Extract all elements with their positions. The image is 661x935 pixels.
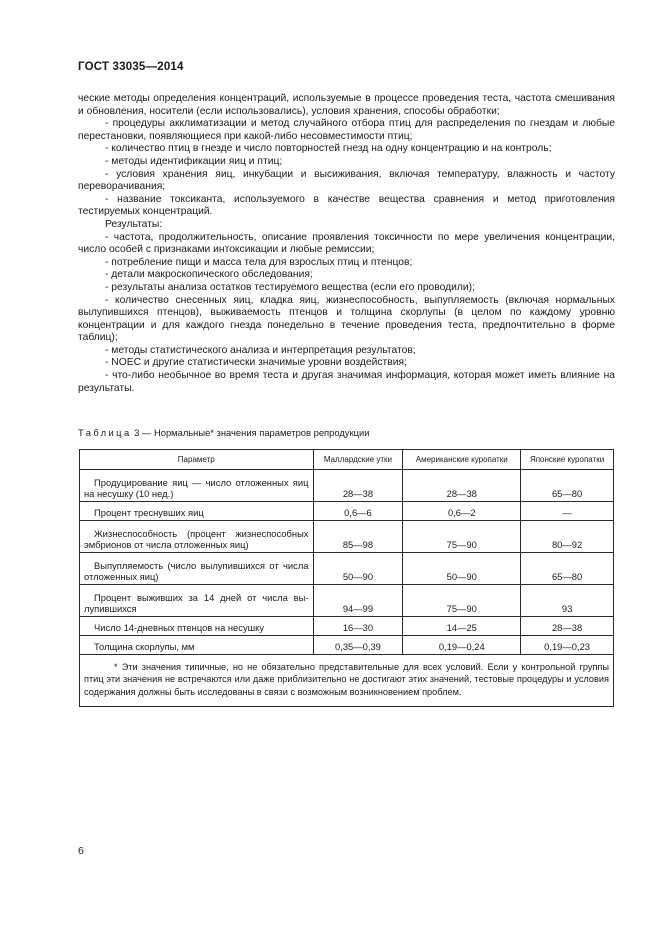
japanese-quail-value: — [521,502,614,521]
mallard-value: 28—38 [313,470,403,502]
paragraph: - методы статистического анализа и интерпретация результатов; [105,344,416,356]
mallard-value: 94—99 [313,585,403,617]
body-text [78,93,615,395]
bobwhite-value: 0,19—0,24 [403,636,521,655]
paragraph: - название токсиканта, используемого в качестве вещества сравнения и метод приготовления тестируемых концентраций. [78,193,615,218]
column-header: Японские куропатки [521,450,614,470]
table-row [80,521,614,553]
table-footnote [80,655,614,707]
japanese-quail-value: 80—92 [521,521,614,553]
table-row [80,553,614,585]
parameter-name: Выпупляемость (число вылупившихся от числа отложенных яиц) [80,553,314,585]
results-heading: Результаты: [105,218,163,230]
bobwhite-value: 28—38 [403,470,521,502]
paragraph: - результаты анализа остатков тестируемого вещества (если его проводили); [105,281,475,293]
paragraph: - детали макроскопического обследования; [105,269,313,281]
japanese-quail-value: 0,19—0,23 [521,636,614,655]
paragraph: - что-либо необычное во время теста и другая значимая информация, которая может иметь влияние на результаты. [78,370,615,394]
page-number: 6 [78,845,84,857]
table-caption-word: Таблица [78,427,132,438]
paragraph: - потребление пищи и масса тела для взрослых птиц и птенцов; [105,256,413,268]
table-header-row [80,450,614,470]
japanese-quail-value: 28—38 [521,617,614,636]
bobwhite-value: 0,6—2 [403,502,521,521]
parameter-name: Процент треснувших яиц [80,502,314,521]
parameter-name: Толщина скорлупы, мм [80,636,314,655]
mallard-value: 85—98 [313,521,403,553]
paragraph: - количество птиц в гнезде и число повторностей гнезд на одну концентрацию и на контроль; [105,143,552,155]
table-row [80,470,614,502]
table-caption [78,427,369,438]
bobwhite-value: 75—90 [403,585,521,617]
paragraph: - NOEC и другие статистически значимые уровни воздействия; [105,357,407,369]
japanese-quail-value: 65—80 [521,470,614,502]
bobwhite-value: 50—90 [403,553,521,585]
japanese-quail-value: 93 [521,585,614,617]
mallard-value: 0,6—6 [313,502,403,521]
column-header: Параметр [80,450,314,470]
parameter-name: Жизнеспособность (процент жизнеспособных эмбрионов от числа отложенных яиц) [80,521,314,553]
mallard-value: 16—30 [313,617,403,636]
paragraph: - процедуры акклиматизации и метод случайного отбора птиц для распределения по гнездам и любые перестановки, появляющиеся при какой-либо несовместимости птиц; [78,118,615,142]
paragraph: - количество снесенных яиц, кладка яиц, жизнеспособность, выпупляемость (включая нормальных вылупившихся птенцов), выживаемость птенцов и толщина скорлупы (в целом по каждому уровню концентрации и для каждого гнезда понедельно в течение проведения теста, предпочтительно в форме таблиц); [78,294,615,344]
table-row [80,617,614,636]
table-row [80,636,614,655]
paragraph: - частота, продолжительность, описание проявления токсичности по мере увеличения концентрации, число особей с признаками интоксикации и любые ремиссии; [78,231,615,256]
parameters-table [79,449,614,707]
mallard-value: 50—90 [313,553,403,585]
footnote-text: * Эти значения типичные, но не обязательно представительные для всех условий. Если у контрольной группы птиц эти значения не встречаются или даже приблизительно не достигают этих значений, тестовые процедуры и условия содержания должны быть исследованы в связи с возможным возникновением проблем. [84,662,609,697]
table-caption-text: 3 — Нормальные* значения параметров репродукции [131,427,370,438]
paragraph: ческие методы определения концентраций, используемые в процессе проведения теста, частота смешивания и обновления, носители (если использовались), условия хранения, способы обработки; [78,93,615,117]
parameter-name: Продуцирование яиц — число отложенных яиц на несушку (10 нед.) [80,470,314,502]
document-header: ГОСТ 33035—2014 [78,61,184,73]
column-header: Американские куропатки [403,450,521,470]
column-header: Маллардские утки [313,450,403,470]
table-footnote-row [80,655,614,707]
mallard-value: 0,35—0,39 [313,636,403,655]
parameter-name: Процент выживших за 14 дней от числа вылупившихся [80,585,314,617]
japanese-quail-value: 65—80 [521,553,614,585]
bobwhite-value: 75—90 [403,521,521,553]
table-row [80,502,614,521]
paragraph: - условия хранения яиц, инкубации и высиживания, включая температуру, влажность и частоту переворачивания; [78,168,615,193]
parameter-name: Число 14-дневных птенцов на несушку [80,617,314,636]
paragraph: - методы идентификации яиц и птиц; [105,155,283,167]
table-row [80,585,614,617]
bobwhite-value: 14—25 [403,617,521,636]
